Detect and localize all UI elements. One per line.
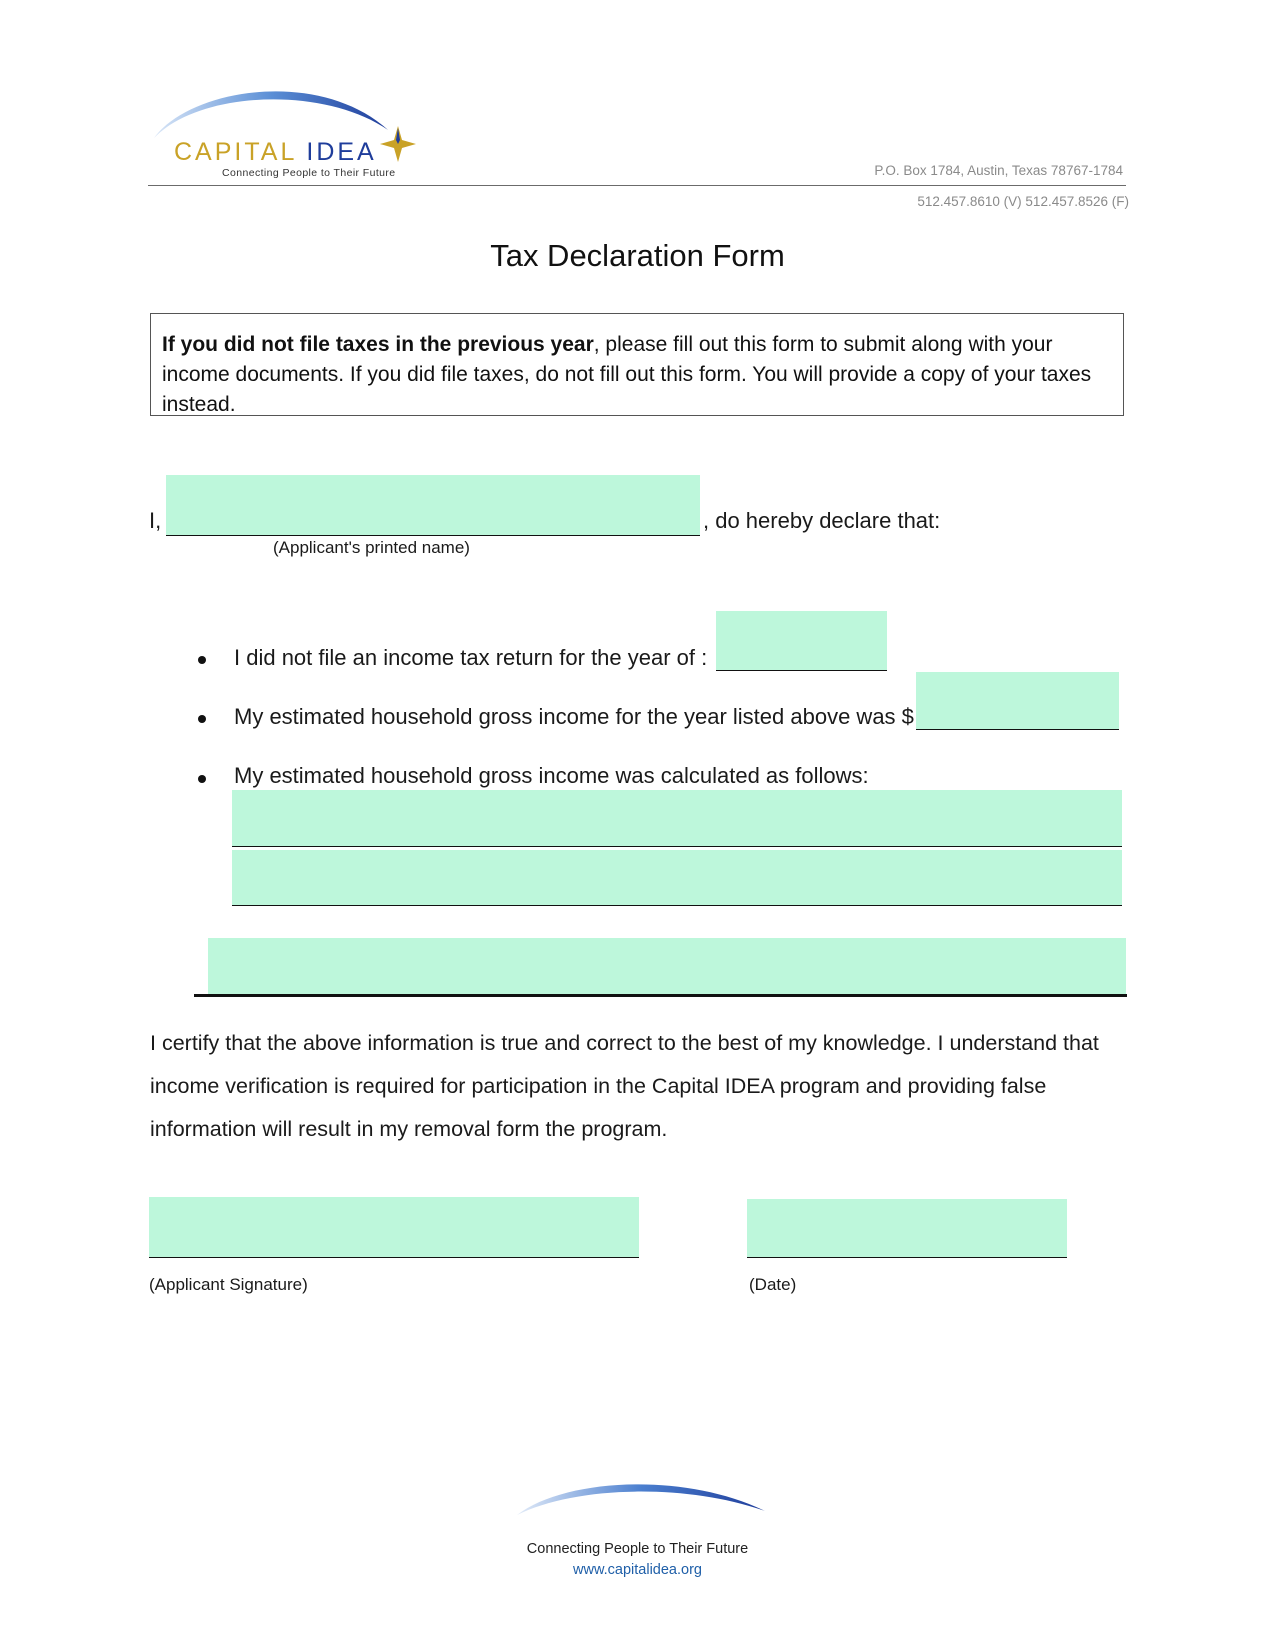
date-caption: (Date) — [749, 1275, 797, 1294]
instructions-bold: If you did not file taxes in the previous year — [162, 333, 594, 356]
logo-tagline: Connecting People to Their Future — [222, 167, 396, 179]
declaration-suffix: , do hereby declare that: — [703, 508, 941, 533]
mailing-address: P.O. Box 1784, Austin, Texas 78767-1784 — [874, 163, 1123, 178]
footer-tagline: Connecting People to Their Future — [526, 1541, 749, 1557]
bullet-calculation-label: My estimated household gross income was calculated as follows: — [234, 763, 869, 788]
instructions-box — [150, 313, 1124, 416]
applicant-name-field[interactable] — [166, 475, 700, 536]
footer-website-link[interactable]: www.capitalidea.org — [573, 1562, 702, 1578]
bullet-dot — [198, 715, 206, 723]
date-field[interactable] — [747, 1199, 1067, 1258]
instructions-text: , please fill out this form to submit along with your income documents. If you did file taxes, do not fill out this form. You will provide a copy of your taxes instead. — [162, 333, 1092, 416]
footer-swoosh-icon — [515, 1478, 767, 1523]
header-divider — [148, 185, 1126, 186]
capital-idea-logo — [150, 78, 440, 178]
calculation-line-2-field[interactable] — [232, 850, 1122, 906]
phone-fax: 512.457.8610 (V) 512.457.8526 (F) — [917, 194, 1129, 209]
tax-year-field[interactable] — [716, 611, 887, 671]
calculation-line-3-field[interactable] — [208, 938, 1126, 994]
bullet-dot — [198, 656, 206, 664]
certification-text: I certify that the above information is true and correct to the best of my knowledge. I understand that income verification is required for participation in the Capital IDEA program and providing false information will result in my removal form the program. — [150, 1031, 1099, 1141]
calculation-line-3-rule — [194, 994, 1127, 997]
logo-word-capital: CAPITAL — [174, 138, 297, 166]
calculation-line-1-field[interactable] — [232, 790, 1122, 847]
bullet-dot — [198, 775, 206, 783]
applicant-signature-field[interactable] — [149, 1197, 639, 1258]
logo-word-idea: IDEA — [306, 138, 377, 166]
gross-income-field[interactable] — [916, 672, 1119, 730]
applicant-signature-caption: (Applicant Signature) — [149, 1275, 308, 1294]
page-title: Tax Declaration Form — [490, 238, 785, 273]
declaration-prefix: I, — [149, 508, 162, 533]
applicant-name-caption: (Applicant's printed name) — [273, 538, 470, 557]
bullet-gross-income-label: My estimated household gross income for the year listed above was $ — [234, 704, 914, 729]
bullet-tax-year-label: I did not file an income tax return for the year of : — [234, 645, 708, 670]
